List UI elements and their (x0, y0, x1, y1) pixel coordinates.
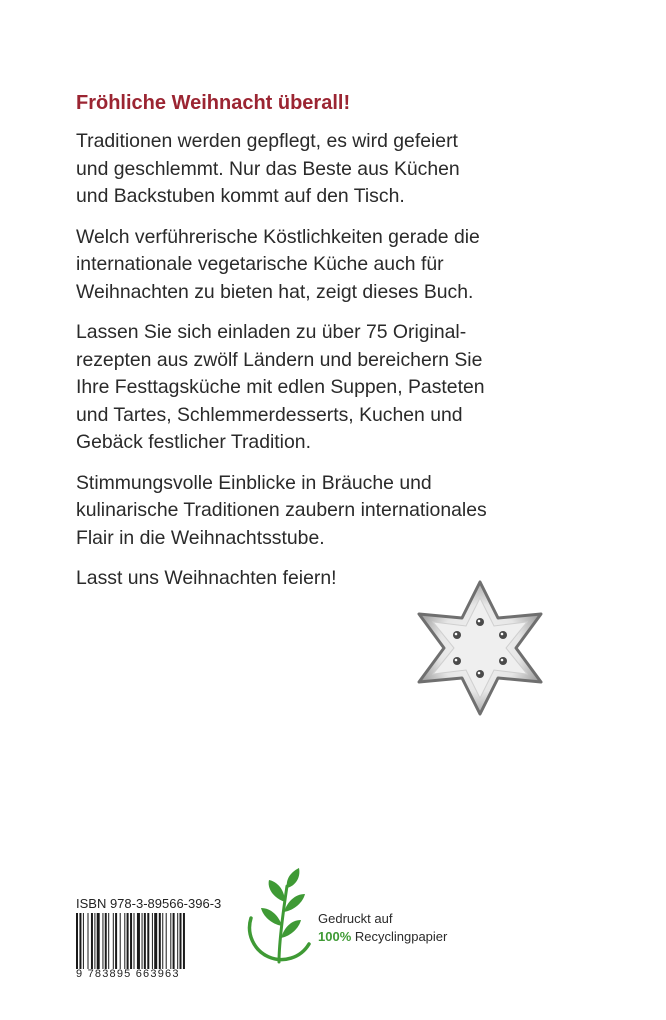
barcode-bar (162, 913, 163, 969)
paragraph: Lassen Sie sich einladen zu über 75 Original-rezepten aus zwölf Ländern und bereichern Sie Ihre Festtagsküche mit edlen Suppen, Pasteten und Tartes, Schlemmerdesserts, Kuchen und Gebäck festlicher Tradition. (76, 321, 485, 453)
barcode-bar (88, 913, 89, 969)
isbn-text: ISBN 978-3-89566-396-3 (76, 896, 222, 911)
barcode-digits: 9 783895 663963 (76, 968, 180, 980)
headline: Fröhliche Weihnacht überall! (76, 92, 351, 114)
barcode-bar (108, 913, 109, 969)
barcode-bar (144, 913, 146, 969)
barcode-bar (173, 913, 175, 969)
barcode-bar (79, 913, 81, 969)
barcode-bar (152, 913, 153, 969)
barcode-bar (177, 913, 178, 969)
recycling-note (318, 910, 447, 946)
barcode-bar (147, 913, 149, 969)
barcode-bar (154, 913, 157, 969)
barcode-bar (120, 913, 121, 969)
barcode-bar (183, 913, 185, 969)
barcode-bar (130, 913, 132, 969)
barcode-bar (97, 913, 100, 969)
plant-in-circle-icon (243, 866, 315, 966)
recycling-line-1: Gedruckt auf (318, 911, 393, 926)
paragraph: Lasst uns Weihnachten feiern! (76, 567, 337, 589)
barcode-bar (105, 913, 107, 969)
paragraph: Traditionen werden gepflegt, es wird gefeiert und geschlemmt. Nur das Beste aus Küchen und Backstuben kommt auf den Tisch. (76, 130, 460, 207)
recycling-paper-label: Recyclingpapier (351, 929, 448, 944)
star-cookie-icon (405, 576, 555, 721)
barcode-bar (159, 913, 161, 969)
barcode-bar (170, 913, 171, 969)
barcode-bar (142, 913, 143, 969)
barcode-bar (134, 913, 135, 969)
barcode-bar (91, 913, 93, 969)
barcode-bar (124, 913, 125, 969)
barcode-bar (166, 913, 167, 969)
paragraph: Stimmungsvolle Einblicke in Bräuche und kulinarische Traditionen zaubern internationales Flair in die Weihnachtsstube. (76, 471, 487, 549)
barcode-bar (76, 913, 78, 969)
barcode-bar (180, 913, 182, 969)
recycling-line-2 (318, 928, 447, 946)
barcode-bar (127, 913, 129, 969)
barcode (76, 913, 214, 969)
barcode-bar (94, 913, 95, 969)
paragraph: Welch verführerische Köstlichkeiten gerade die internationale vegetarische Küche auch für Weihnachten zu bieten hat, zeigt dieses Buch. (76, 225, 480, 303)
barcode-bar (113, 913, 114, 969)
barcode-bar (102, 913, 103, 969)
blurb (76, 128, 636, 606)
recycling-percent: 100% (318, 929, 352, 944)
barcode-bar (83, 913, 84, 969)
barcode-bar (115, 913, 117, 969)
barcode-bar (137, 913, 140, 969)
